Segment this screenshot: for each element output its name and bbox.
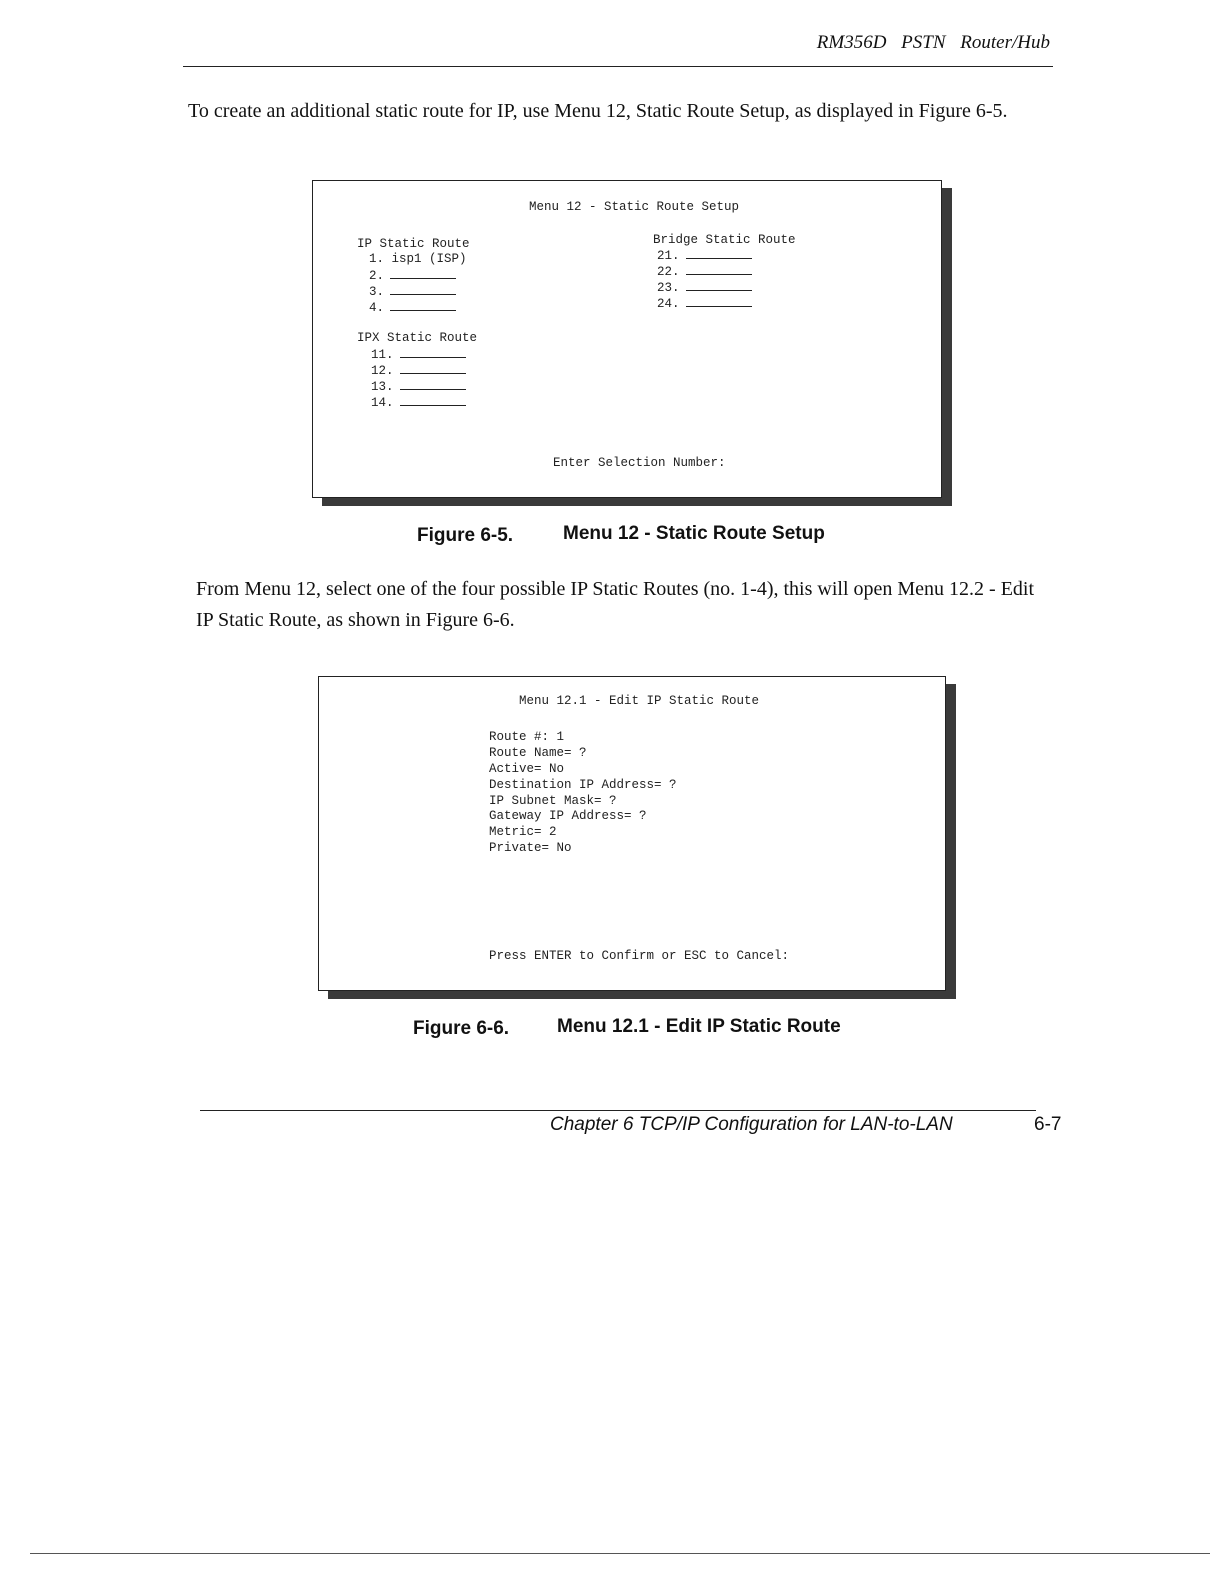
route-entry-blank — [390, 300, 456, 311]
route-field: IP Subnet Mask= ? — [489, 794, 617, 808]
route-entry-blank — [400, 363, 466, 374]
ip-static-route-heading: IP Static Route — [357, 237, 470, 251]
figure-6-6-label: Figure 6-6. — [413, 1018, 510, 1039]
route-entry-blank — [400, 347, 466, 358]
footer-rule — [200, 1110, 1036, 1111]
header-rule — [183, 66, 1053, 67]
figure-6-5-label: Figure 6-5. — [417, 525, 514, 546]
bridge-route-item — [657, 296, 752, 313]
bridge-route-number: 22. — [657, 265, 680, 279]
route-field: Route #: 1 — [489, 730, 565, 744]
ip-route-item-1 — [369, 252, 467, 268]
route-entry-blank — [686, 248, 752, 259]
bridge-route-item — [657, 280, 752, 297]
menu-12-1-screen — [318, 676, 946, 991]
route-field: Destination IP Address= ? — [489, 778, 677, 792]
route-entry-blank — [390, 284, 456, 295]
menu-12-title: Menu 12 - Static Route Setup — [529, 200, 740, 214]
ip-route-number: 2. — [369, 269, 385, 283]
ipx-route-item — [371, 379, 466, 396]
ip-route-item-4 — [369, 300, 456, 317]
menu-12-1-title: Menu 12.1 - Edit IP Static Route — [519, 694, 760, 708]
ipx-static-route-heading: IPX Static Route — [357, 331, 478, 345]
route-entry-blank — [390, 268, 456, 279]
route-entry-blank — [400, 379, 466, 390]
ip-route-number: 3. — [369, 285, 385, 299]
ip-route-item-2 — [369, 268, 456, 285]
menu-12-screen — [312, 180, 942, 498]
menu-12-paragraph: From Menu 12, select one of the four possible IP Static Routes (no. 1-4), this will open Menu 12.2 - Edit IP Static Route, as shown in Figure 6-6. — [196, 578, 1035, 631]
running-header: RM356D PSTN Router/Hub — [816, 32, 1050, 53]
route-field: Metric= 2 — [489, 825, 557, 839]
ipx-route-number: 14. — [371, 396, 394, 410]
ipx-route-number: 12. — [371, 364, 394, 378]
route-field: Active= No — [489, 762, 565, 776]
ipx-route-number: 13. — [371, 380, 394, 394]
bridge-static-route-heading: Bridge Static Route — [653, 233, 796, 247]
figure-6-6-title: Menu 12.1 - Edit IP Static Route — [557, 1016, 841, 1037]
ipx-route-item — [371, 347, 466, 364]
figure-6-5-title: Menu 12 - Static Route Setup — [563, 523, 825, 544]
footer-chapter: Chapter 6 TCP/IP Configuration for LAN-to-LAN — [550, 1114, 953, 1135]
ip-route-number: 4. — [369, 301, 385, 315]
route-field: Gateway IP Address= ? — [489, 809, 647, 823]
menu-12-1-prompt: Press ENTER to Confirm or ESC to Cancel: — [489, 949, 790, 963]
scan-edge-line — [30, 1553, 1210, 1554]
intro-paragraph: To create an additional static route for IP, use Menu 12, Static Route Setup, as displayed in Figure 6-5. — [188, 100, 1008, 122]
ip-route-number: 1. — [369, 252, 385, 266]
ip-route-name: isp1 (ISP) — [391, 252, 467, 266]
route-field: Private= No — [489, 841, 572, 855]
bridge-route-number: 24. — [657, 297, 680, 311]
ipx-route-item — [371, 395, 466, 412]
bridge-route-item — [657, 264, 752, 281]
ipx-route-number: 11. — [371, 348, 394, 362]
route-entry-blank — [686, 280, 752, 291]
route-entry-blank — [686, 264, 752, 275]
ipx-route-item — [371, 363, 466, 380]
bridge-route-item — [657, 248, 752, 265]
ip-route-item-3 — [369, 284, 456, 301]
route-entry-blank — [400, 395, 466, 406]
route-entry-blank — [686, 296, 752, 307]
bridge-route-number: 21. — [657, 249, 680, 263]
route-field: Route Name= ? — [489, 746, 587, 760]
bridge-route-number: 23. — [657, 281, 680, 295]
page-number: 6-7 — [1034, 1114, 1062, 1135]
menu-12-prompt: Enter Selection Number: — [553, 456, 726, 470]
